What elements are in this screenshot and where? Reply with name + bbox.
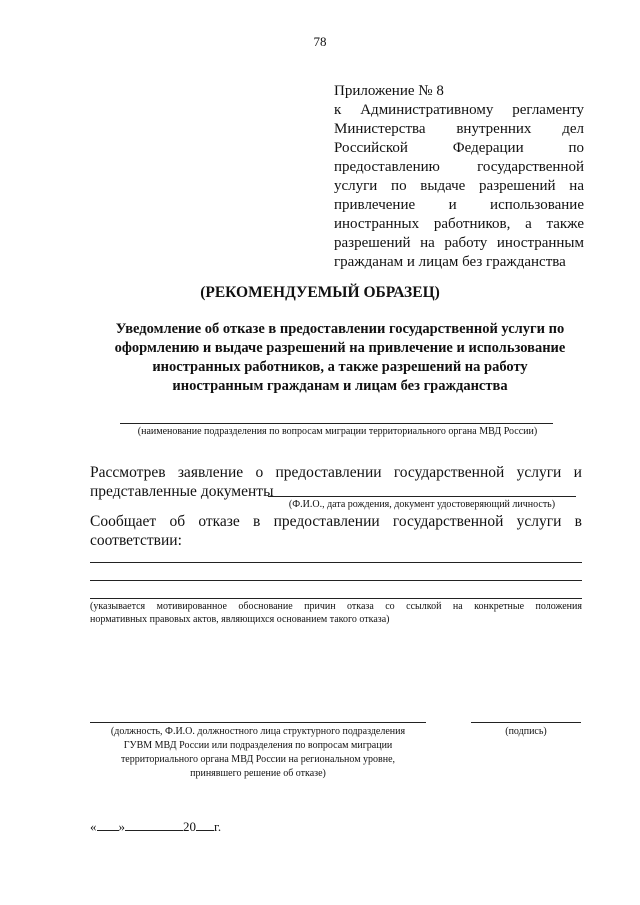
year-suffix: г. — [214, 819, 222, 834]
signature-caption: (подпись) — [505, 726, 547, 737]
body-word: Рассмотрев — [90, 464, 166, 481]
caption-word: отказа — [347, 601, 374, 612]
caption-word: причин — [304, 601, 336, 612]
notice-title-line: оформлению и выдаче разрешений на привлечение и использование — [114, 340, 566, 356]
official-caption-line: принявшего решение об отказе) — [190, 768, 326, 779]
body-word: об — [169, 513, 186, 530]
appendix-line: разрешений на работу иностранным — [334, 235, 584, 251]
appendix-line: гражданам и лицам без гражданства — [334, 254, 566, 270]
refusal-sentence — [90, 512, 582, 532]
notice-title-line: иностранных работников, а также разрешений на работу — [152, 359, 528, 375]
caption-word: со — [385, 601, 395, 612]
body-word: о — [255, 464, 264, 481]
appendix-line: услуги по выдаче разрешений на — [334, 178, 584, 194]
unit-name-line[interactable] — [120, 423, 553, 424]
appendix-line: привлечение и использование — [334, 197, 584, 213]
appendix-line: иностранных работников, а также — [334, 216, 584, 232]
body-word: услуги — [516, 464, 562, 481]
appendix-line: предоставлению государственной — [334, 159, 584, 175]
page-number: 78 — [313, 34, 327, 49]
body-word: Сообщает — [90, 513, 157, 530]
notice-title — [90, 320, 590, 396]
body-word: услуги — [516, 513, 562, 530]
reason-caption-line2: нормативных правовых актов, являющихся основанием такого отказа) — [90, 614, 390, 625]
caption-word: ссылкой — [406, 601, 442, 612]
date-line — [90, 818, 221, 835]
reason-field-line[interactable] — [90, 562, 582, 563]
appendix-line: Российской Федерации по — [334, 140, 584, 156]
body-word: предоставлении — [273, 513, 380, 530]
date-open-quote: « — [90, 819, 97, 834]
body-word: государственной — [392, 513, 504, 530]
body-word: в — [253, 513, 261, 530]
caption-word: мотивированное — [156, 601, 227, 612]
year-field[interactable] — [196, 818, 214, 831]
caption-word: на — [452, 601, 463, 612]
body-word: государственной — [393, 464, 505, 481]
caption-word: (указывается — [90, 601, 146, 612]
accordance-label: соответствии: — [90, 532, 182, 549]
official-field-line[interactable] — [90, 722, 426, 723]
body-word: и — [573, 464, 582, 481]
sample-title: (РЕКОМЕНДУЕМЫЙ ОБРАЗЕЦ) — [200, 284, 440, 301]
caption-word: положения — [535, 601, 582, 612]
reason-field-line[interactable] — [90, 598, 582, 599]
official-caption-line: (должность, Ф.И.О. должностного лица структурного подразделения — [110, 726, 406, 737]
applicant-caption: (Ф.И.О., дата рождения, документ удостоверяющий личность) — [288, 499, 556, 510]
caption-word: обоснование — [238, 601, 293, 612]
notice-title-line: Уведомление об отказе в предоставлении государственной услуги по — [115, 321, 565, 337]
body-word: в — [574, 513, 582, 530]
appendix-line: Министерства внутренних дел — [334, 121, 584, 137]
reason-caption-line1 — [90, 600, 582, 613]
body-word: заявление — [177, 464, 244, 481]
documents-label: представленные документы — [90, 483, 274, 500]
date-close-quote: » — [118, 819, 125, 834]
month-field[interactable] — [125, 818, 183, 831]
documents-field-line[interactable] — [268, 496, 576, 497]
day-field[interactable] — [97, 818, 119, 831]
body-word: предоставлении — [275, 464, 382, 481]
unit-caption: (наименование подразделения по вопросам миграции территориального органа МВД России) — [137, 426, 538, 437]
appendix-block — [334, 82, 584, 272]
official-caption-line: ГУВМ МВД России или подразделения по вопросам миграции — [123, 740, 393, 751]
caption-word: конкретные — [474, 601, 525, 612]
official-caption-line: территориального органа МВД России на региональном уровне, — [120, 754, 396, 765]
reason-field-line[interactable] — [90, 580, 582, 581]
appendix-line: Приложение № 8 — [334, 83, 444, 99]
appendix-line: к Административному регламенту — [334, 102, 584, 118]
body-word: отказе — [198, 513, 240, 530]
notice-title-line: иностранным гражданам и лицам без гражданства — [172, 378, 508, 394]
year-prefix: 20 — [183, 819, 196, 834]
considered-sentence — [90, 463, 582, 483]
official-caption — [90, 725, 426, 781]
signature-field-line[interactable] — [471, 722, 581, 723]
